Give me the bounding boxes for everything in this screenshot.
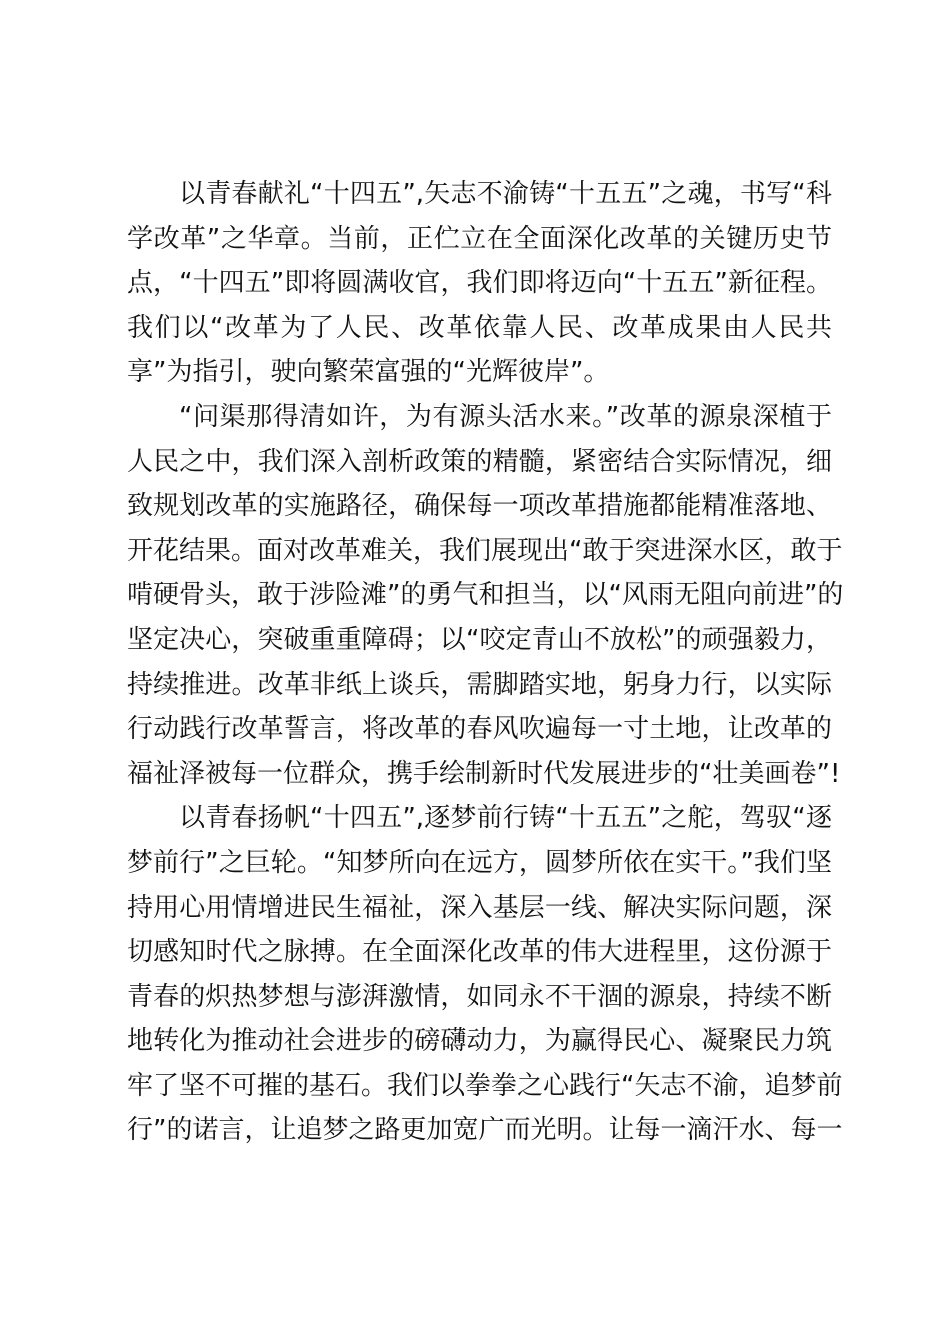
text-line: 地转化为推动社会进步的磅礴动力，为赢得民心、凝聚民力筑 xyxy=(127,1026,832,1057)
paragraph-3 xyxy=(127,796,843,1153)
text-line: 人民之中，我们深入剖析政策的精髓，紧密结合实际情况，细 xyxy=(127,446,832,477)
text-line: 啃硬骨头，敢于涉险滩”的勇气和担当，以“风雨无阻向前进”的 xyxy=(127,580,844,611)
paragraph-2 xyxy=(127,395,844,796)
text-line: 持续推进。改革非纸上谈兵，需脚踏实地，躬身力行，以实际 xyxy=(127,669,832,700)
text-line: 以青春扬帆“十四五”,逐梦前行铸“十五五”之舵，驾驭“逐 xyxy=(179,803,832,834)
text-line: 青春的炽热梦想与澎湃激情，如同永不干涸的源泉，持续不断 xyxy=(127,981,832,1012)
paragraph-1 xyxy=(127,172,832,395)
text-line: 坚定决心，突破重重障碍；以“咬定青山不放松”的顽强毅力， xyxy=(127,624,832,655)
text-line: 持用心用情增进民生福祉，深入基层一线、解决实际问题，深 xyxy=(127,892,832,923)
text-line: 致规划改革的实施路径，确保每一项改革措施都能精准落地、 xyxy=(127,491,832,522)
text-line: 以青春献礼“十四五”,矢志不渝铸“十五五”之魂，书写“科 xyxy=(179,179,832,209)
document-body xyxy=(127,172,844,1153)
text-line: 行”的诺言，让追梦之路更加宽广而光明。让每一滴汗水、每一 xyxy=(127,1115,843,1146)
text-line: 开花结果。面对改革难关，我们展现出“敢于突进深水区，敢于 xyxy=(127,535,843,566)
text-line: 学改革”之华章。当前，正伫立在全面深化改革的关键历史节 xyxy=(127,223,832,254)
text-line: “问渠那得清如许，为有源头活水来。”改革的源泉深植于 xyxy=(179,401,832,432)
text-line: 行动践行改革誓言，将改革的春风吹遍每一寸土地，让改革的 xyxy=(127,714,832,745)
text-line: 福祉泽被每一位群众，携手绘制新时代发展进步的“壮美画卷”! xyxy=(127,758,841,789)
text-line: 我们以“改革为了人民、改革依靠人民、改革成果由人民共 xyxy=(127,312,832,343)
text-line: 牢了坚不可摧的基石。我们以拳拳之心践行“矢志不渝，追梦前 xyxy=(127,1070,843,1101)
text-line: 享”为指引，驶向繁荣富强的“光辉彼岸”。 xyxy=(127,357,610,388)
text-line: 梦前行”之巨轮。“知梦所向在远方，圆梦所依在实干。”我们坚 xyxy=(127,847,832,878)
text-line: 切感知时代之脉搏。在全面深化改革的伟大进程里，这份源于 xyxy=(127,937,832,968)
text-line: 点，“十四五”即将圆满收官，我们即将迈向“十五五”新征程。 xyxy=(127,268,832,299)
